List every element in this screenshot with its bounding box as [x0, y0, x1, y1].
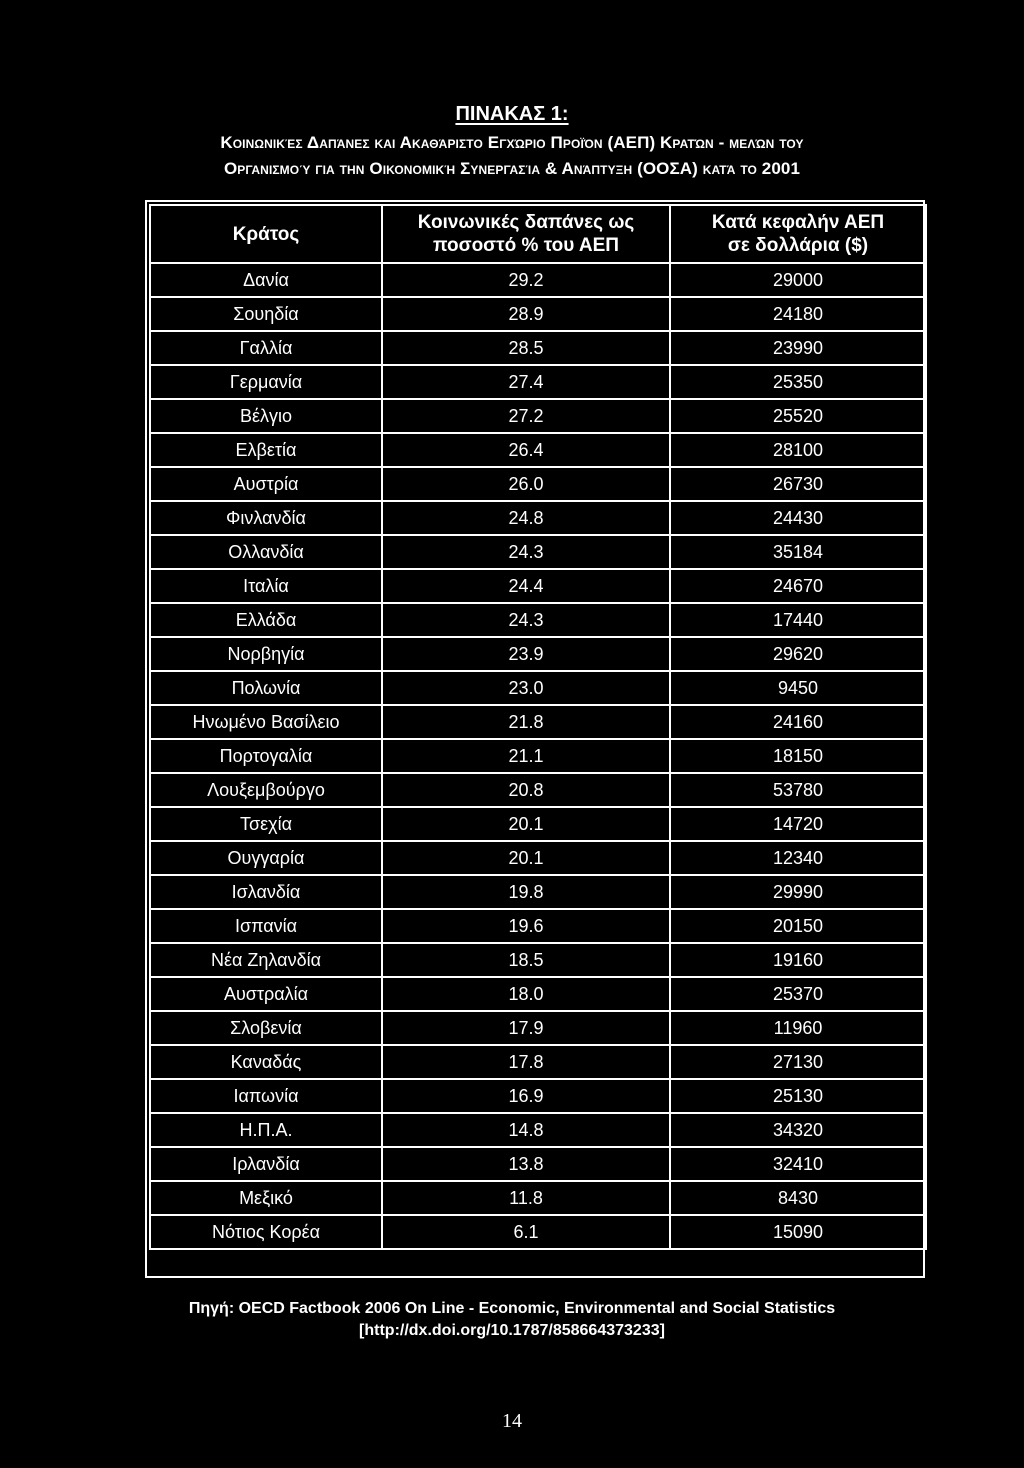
social-spending-cell: 21.1 [382, 739, 670, 773]
table-row [150, 1045, 926, 1079]
table-row [150, 433, 926, 467]
table-header-row [150, 205, 926, 263]
country-cell: Δανία [150, 263, 382, 297]
gdp-cell: 20150 [670, 909, 926, 943]
social-spending-cell: 17.9 [382, 1011, 670, 1045]
country-cell: Νότιος Κορέα [150, 1215, 382, 1249]
page-number: 14 [502, 1410, 522, 1432]
social-spending-cell: 14.8 [382, 1113, 670, 1147]
country-cell: Βέλγιο [150, 399, 382, 433]
table-row [150, 467, 926, 501]
header-social-spending-line-1: Κοινωνικές δαπάνες ως [417, 212, 635, 233]
gdp-cell: 24160 [670, 705, 926, 739]
social-spending-cell: 19.6 [382, 909, 670, 943]
table-row [150, 297, 926, 331]
gdp-cell: 8430 [670, 1181, 926, 1215]
social-spending-cell: 19.8 [382, 875, 670, 909]
gdp-cell: 17440 [670, 603, 926, 637]
table-row [150, 637, 926, 671]
gdp-cell: 19160 [670, 943, 926, 977]
gdp-cell: 25520 [670, 399, 926, 433]
country-cell: Πορτογαλία [150, 739, 382, 773]
country-cell: Η.Π.Α. [150, 1113, 382, 1147]
table-row [150, 943, 926, 977]
header-social-spending [382, 205, 670, 263]
social-spending-cell: 18.0 [382, 977, 670, 1011]
header-gdp-line-1: Κατά κεφαλήν ΑΕΠ [711, 212, 885, 233]
social-spending-cell: 21.8 [382, 705, 670, 739]
source-note: Πηγή: OECD Factbook 2006 On Line - Economic, Environmental and Social Statistics [188, 1300, 836, 1317]
social-spending-cell: 6.1 [382, 1215, 670, 1249]
country-cell: Νέα Ζηλανδία [150, 943, 382, 977]
gdp-cell: 34320 [670, 1113, 926, 1147]
country-cell: Λουξεμβούργο [150, 773, 382, 807]
gdp-cell: 14720 [670, 807, 926, 841]
table-row [150, 1181, 926, 1215]
country-cell: Γερμανία [150, 365, 382, 399]
social-spending-cell: 24.3 [382, 603, 670, 637]
table-row [150, 671, 926, 705]
table-subtitle-line-1: Κοινωνικές Δαπάνες και Ακαθάριστο Εγχώριο Προϊόν (ΑΕΠ) Κρατών - μελών του [220, 133, 804, 152]
header-country: Κράτος [150, 205, 382, 263]
gdp-cell: 9450 [670, 671, 926, 705]
social-spending-cell: 27.4 [382, 365, 670, 399]
social-spending-cell: 29.2 [382, 263, 670, 297]
social-spending-cell: 24.8 [382, 501, 670, 535]
gdp-cell: 15090 [670, 1215, 926, 1249]
table-row [150, 807, 926, 841]
social-spending-cell: 28.5 [382, 331, 670, 365]
source-doi-link: [http://dx.doi.org/10.1787/858664373233] [359, 1322, 665, 1339]
gdp-cell: 25370 [670, 977, 926, 1011]
gdp-cell: 24670 [670, 569, 926, 603]
country-cell: Ηνωμένο Βασίλειο [150, 705, 382, 739]
table-row [150, 1011, 926, 1045]
social-spending-cell: 20.1 [382, 841, 670, 875]
gdp-cell: 11960 [670, 1011, 926, 1045]
country-cell: Ολλανδία [150, 535, 382, 569]
social-spending-cell: 20.1 [382, 807, 670, 841]
table-row [150, 977, 926, 1011]
table-row [150, 263, 926, 297]
country-cell: Τσεχία [150, 807, 382, 841]
header-gdp-line-2: σε δολλάρια ($) [727, 235, 869, 256]
social-spending-cell: 26.4 [382, 433, 670, 467]
country-cell: Ουγγαρία [150, 841, 382, 875]
header-gdp-per-capita [670, 205, 926, 263]
table-title: ΠΙΝΑΚΑΣ 1: [455, 103, 569, 125]
social-spending-cell: 23.0 [382, 671, 670, 705]
country-cell: Καναδάς [150, 1045, 382, 1079]
table-row [150, 705, 926, 739]
country-cell: Πολωνία [150, 671, 382, 705]
table-row [150, 1147, 926, 1181]
country-cell: Αυστρία [150, 467, 382, 501]
social-spending-cell: 27.2 [382, 399, 670, 433]
country-cell: Ελβετία [150, 433, 382, 467]
data-table [149, 204, 927, 1250]
table-row [150, 365, 926, 399]
country-cell: Ισπανία [150, 909, 382, 943]
header-social-spending-line-2: ποσοστό % του ΑΕΠ [432, 235, 620, 256]
social-spending-cell: 13.8 [382, 1147, 670, 1181]
table-row [150, 875, 926, 909]
gdp-cell: 28100 [670, 433, 926, 467]
gdp-cell: 29620 [670, 637, 926, 671]
gdp-cell: 24180 [670, 297, 926, 331]
social-spending-cell: 11.8 [382, 1181, 670, 1215]
gdp-cell: 32410 [670, 1147, 926, 1181]
country-cell: Ιρλανδία [150, 1147, 382, 1181]
country-cell: Ελλάδα [150, 603, 382, 637]
social-spending-cell: 23.9 [382, 637, 670, 671]
country-cell: Ιταλία [150, 569, 382, 603]
gdp-cell: 35184 [670, 535, 926, 569]
table-subtitle-line-2: Οργανισμού για την Οικονομική Συνεργασία & Ανάπτυξη (ΟΟΣΑ) κατά το 2001 [223, 159, 801, 178]
table-row [150, 331, 926, 365]
country-cell: Γαλλία [150, 331, 382, 365]
gdp-cell: 27130 [670, 1045, 926, 1079]
gdp-cell: 29000 [670, 263, 926, 297]
social-spending-cell: 17.8 [382, 1045, 670, 1079]
gdp-cell: 18150 [670, 739, 926, 773]
gdp-cell: 12340 [670, 841, 926, 875]
table-row [150, 399, 926, 433]
country-cell: Ισλανδία [150, 875, 382, 909]
table-row [150, 909, 926, 943]
table-row [150, 773, 926, 807]
country-cell: Νορβηγία [150, 637, 382, 671]
table-row [150, 1215, 926, 1249]
table-row [150, 501, 926, 535]
country-cell: Σλοβενία [150, 1011, 382, 1045]
social-spending-cell: 18.5 [382, 943, 670, 977]
country-cell: Μεξικό [150, 1181, 382, 1215]
country-cell: Σουηδία [150, 297, 382, 331]
table-row [150, 1113, 926, 1147]
social-spending-cell: 24.3 [382, 535, 670, 569]
country-cell: Ιαπωνία [150, 1079, 382, 1113]
table-row [150, 1079, 926, 1113]
table-row [150, 569, 926, 603]
gdp-cell: 25350 [670, 365, 926, 399]
gdp-cell: 53780 [670, 773, 926, 807]
table-row [150, 739, 926, 773]
social-spending-cell: 26.0 [382, 467, 670, 501]
social-spending-cell: 20.8 [382, 773, 670, 807]
gdp-cell: 25130 [670, 1079, 926, 1113]
gdp-cell: 29990 [670, 875, 926, 909]
country-cell: Φινλανδία [150, 501, 382, 535]
table-row [150, 535, 926, 569]
table-body [150, 263, 926, 1249]
social-spending-cell: 24.4 [382, 569, 670, 603]
country-cell: Αυστραλία [150, 977, 382, 1011]
social-spending-cell: 28.9 [382, 297, 670, 331]
gdp-cell: 24430 [670, 501, 926, 535]
data-table-frame [145, 200, 925, 1278]
gdp-cell: 23990 [670, 331, 926, 365]
table-row [150, 841, 926, 875]
gdp-cell: 26730 [670, 467, 926, 501]
social-spending-cell: 16.9 [382, 1079, 670, 1113]
table-row [150, 603, 926, 637]
